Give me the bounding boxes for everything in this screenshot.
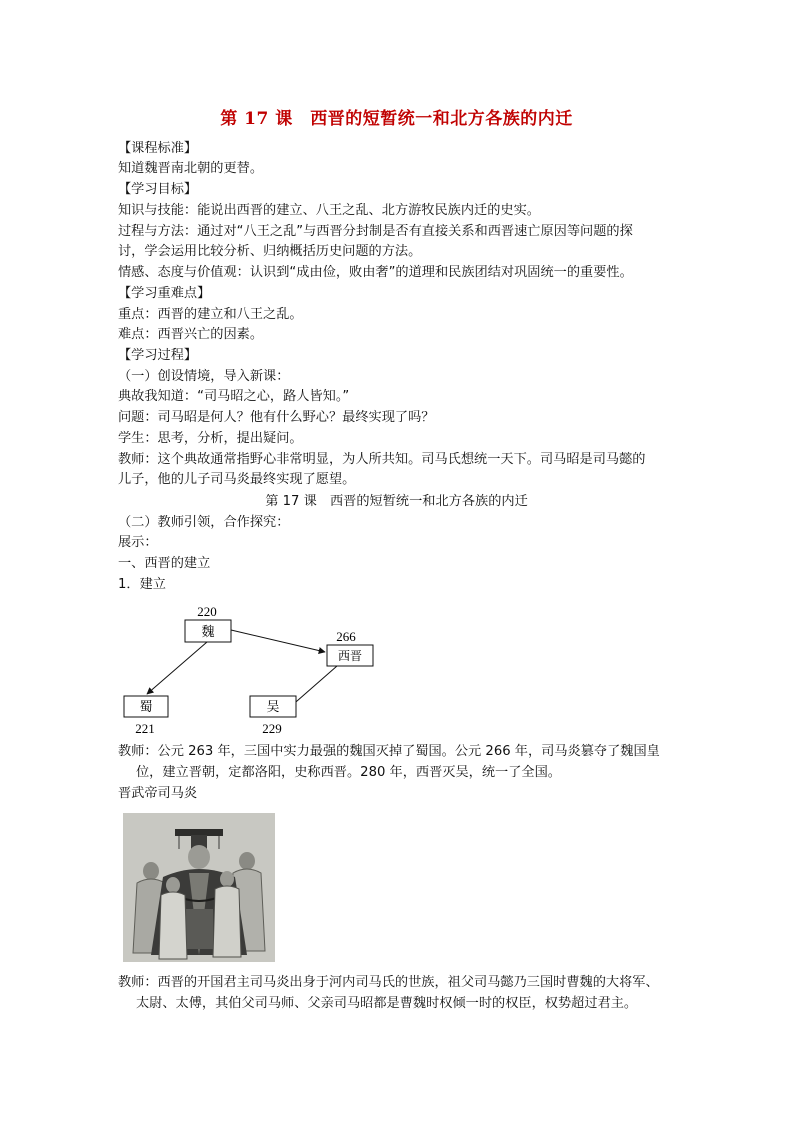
section-heading-goals: 【学习目标】 [118,182,198,197]
wei-label: 魏 [201,625,215,640]
allusion-line: 典故我知道：“司马昭之心，路人皆知。” [118,389,350,404]
section-one-heading: 一、西晋的建立 [118,556,211,571]
teacher-paragraph-2: 教师：西晋的开国君主司马炎出身于河内司马氏的世族，祖父司马懿乃三国时曹魏的大将军、 [118,975,659,990]
standard-text: 知道魏晋南北朝的更替。 [118,161,264,176]
teacher-paragraph-2-cont: 太尉、太傅，其伯父司马师、父亲司马昭都是曹魏时权倾一时的权臣，权势超过君主。 [136,996,638,1011]
difficult-point: 难点：西晋兴亡的因素。 [118,327,264,342]
goal-emotion: 情感、态度与价值观：认识到“成由俭，败由奢”的道理和民族团结对巩固统一的重要性。 [118,265,633,280]
step-one-heading: （一）创设情境，导入新课： [118,369,290,384]
goal-process-cont: 讨，学会运用比较分析、归纳概括历史问题的方法。 [118,244,422,259]
teacher-line-cont: 儿子，他的儿子司马炎最终实现了愿望。 [118,472,356,487]
section-heading-process: 【学习过程】 [118,348,198,363]
subsection-founding: 1．建立 [118,577,166,592]
shu-label: 蜀 [139,700,153,715]
student-line: 学生：思考，分析，提出疑问。 [118,431,303,446]
lesson-title: 第 17 课 西晋的短暂统一和北方各族的内迁 [220,109,573,129]
section-heading-key-points: 【学习重难点】 [118,286,211,301]
emperor-portrait-drawing [123,813,275,962]
goal-knowledge: 知识与技能：能说出西晋的建立、八王之乱、北方游牧民族内迁的史实。 [118,203,540,218]
arrow-wei-to-shu [147,642,207,694]
question-line: 问题：司马昭是何人？他有什么野心？最终实现了吗？ [118,410,435,425]
shu-year: 221 [135,721,155,736]
repeated-lesson-title: 第 17 课 西晋的短暂统一和北方各族的内迁 [265,494,528,509]
display-label: 展示： [118,535,158,550]
teacher-paragraph-1-cont: 位，建立晋朝，定都洛阳，史称西晋。280 年，西晋灭吴，统一了全国。 [136,765,561,780]
portrait-caption: 晋武帝司马炎 [118,786,198,801]
emperor-portrait-image [123,813,275,962]
key-point: 重点：西晋的建立和八王之乱。 [118,307,303,322]
dynasty-diagram [115,598,375,740]
arrow-wei-to-jin [231,630,325,652]
jin-label: 西晋 [337,649,363,663]
step-two-heading: （二）教师引领，合作探究： [118,515,290,530]
teacher-paragraph-1: 教师：公元 263 年，三国中实力最强的魏国灭掉了蜀国。公元 266 年，司马炎篡夺了魏国皇 [118,744,660,759]
teacher-line: 教师：这个典故通常指野心非常明显，为人所共知。司马氏想统一天下。司马昭是司马懿的 [118,452,646,467]
jin-year: 266 [336,629,356,644]
wu-year: 229 [262,721,282,736]
wei-year: 220 [197,604,217,619]
goal-process: 过程与方法：通过对“八王之乱”与西晋分封制是否有直接关系和西晋速亡原因等问题的探 [118,224,633,239]
wu-label: 吴 [266,700,280,715]
section-heading-standard: 【课程标准】 [118,141,198,156]
